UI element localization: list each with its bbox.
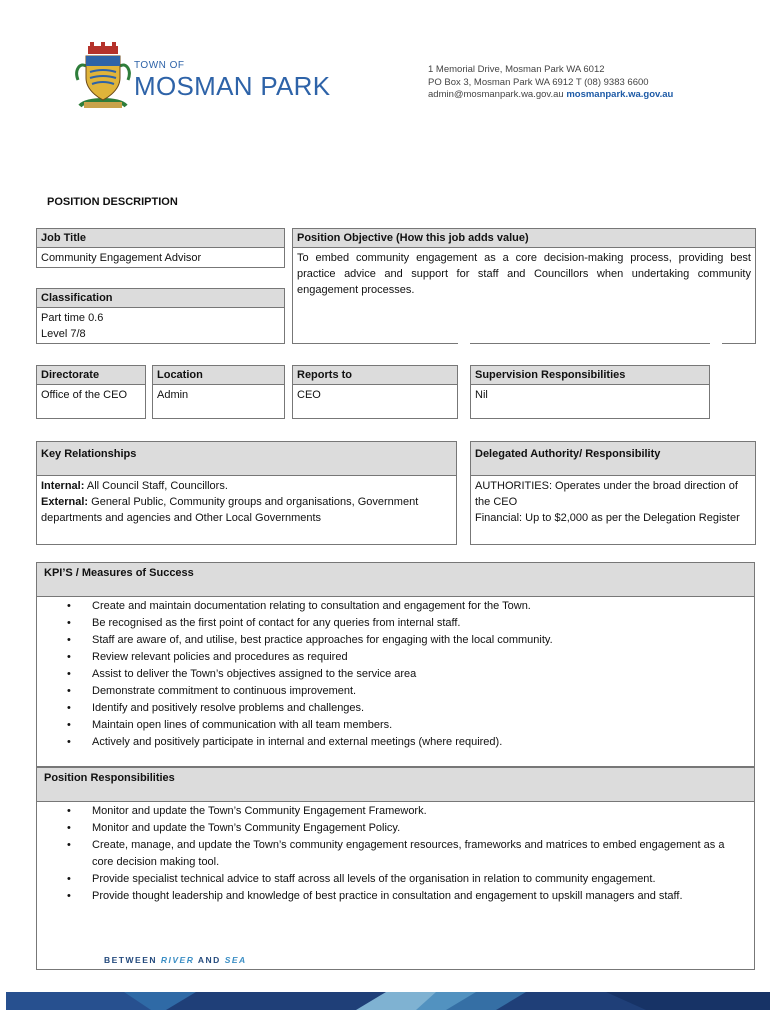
delegated-authority-box bbox=[470, 441, 756, 545]
footer-band bbox=[6, 992, 770, 1010]
responsibility-item: • Create, manage, and update the Town’s community engagement resources, frameworks and matrices to embed engagement as a core decision making tool. bbox=[37, 837, 742, 871]
footer-tagline bbox=[104, 955, 247, 965]
kpi-item: • Maintain open lines of communication with all team members. bbox=[37, 717, 754, 734]
responsibility-item: • Monitor and update the Town’s Community Engagement Framework. bbox=[37, 803, 742, 820]
town-crest-logo bbox=[72, 40, 134, 112]
directorate-label: Directorate bbox=[37, 366, 145, 385]
kpi-item: • Staff are aware of, and utilise, best practice approaches for engaging with the local community. bbox=[37, 632, 754, 649]
kpi-item: • Demonstrate commitment to continuous improvement. bbox=[37, 683, 754, 700]
classification-line-1: Part time 0.6 bbox=[41, 312, 104, 324]
delegated-line-1: AUTHORITIES: Operates under the broad direction of the CEO bbox=[475, 480, 738, 508]
key-relationships-label: Key Relationships bbox=[37, 442, 456, 476]
location-box bbox=[152, 365, 285, 419]
contact-block bbox=[428, 64, 673, 102]
location-label: Location bbox=[153, 366, 284, 385]
address-line-1: 1 Memorial Drive, Mosman Park WA 6012 bbox=[428, 64, 605, 75]
tagline-word: SEA bbox=[224, 955, 247, 965]
responsibility-item: • Provide thought leadership and knowledge of best practice in consultation and engagement to upskill managers and staff. bbox=[37, 888, 742, 905]
kpi-item: • Identify and positively resolve problems and challenges. bbox=[37, 700, 754, 717]
kpi-item: • Assist to deliver the Town’s objectives assigned to the service area bbox=[37, 666, 754, 683]
job-title-box bbox=[36, 228, 285, 268]
brand-prefix: TOWN OF bbox=[134, 60, 185, 71]
responsibilities-label: Position Responsibilities bbox=[37, 768, 754, 802]
objective-text: To embed community engagement as a core decision-making process, providing best practice advice and support for staff and Councillors when undertaking community engagement processes. bbox=[297, 252, 751, 296]
job-title-label: Job Title bbox=[37, 229, 284, 248]
objective-underline bbox=[722, 343, 756, 344]
external-label: External: bbox=[41, 496, 89, 508]
address-line-2: PO Box 3, Mosman Park WA 6912 T (08) 9383 6600 bbox=[428, 76, 649, 88]
objective-underline bbox=[292, 343, 458, 344]
kpi-item: • Be recognised as the first point of contact for any queries from internal staff. bbox=[37, 615, 754, 632]
supervision-value: Nil bbox=[475, 389, 488, 401]
brand-name: MOSMAN PARK bbox=[134, 71, 331, 101]
responsibility-item: • Monitor and update the Town’s Community Engagement Policy. bbox=[37, 820, 742, 837]
internal-label: Internal: bbox=[41, 480, 85, 492]
classification-line-2: Level 7/8 bbox=[41, 328, 86, 340]
delegated-label: Delegated Authority/ Responsibility bbox=[471, 442, 755, 476]
supervision-box bbox=[470, 365, 710, 419]
kpi-list bbox=[37, 597, 754, 751]
supervision-label: Supervision Responsibilities bbox=[471, 366, 709, 385]
tagline-word: BETWEEN bbox=[104, 955, 157, 965]
directorate-box bbox=[36, 365, 146, 419]
reports-to-box bbox=[292, 365, 458, 419]
kpi-item: • Actively and positively participate in internal and external meetings (where required). bbox=[37, 734, 754, 751]
kpi-item: • Create and maintain documentation relating to consultation and engagement for the Town. bbox=[37, 598, 754, 615]
objective-label: Position Objective (How this job adds value) bbox=[293, 229, 755, 248]
classification-box bbox=[36, 288, 285, 344]
tagline-word: RIVER bbox=[160, 955, 195, 965]
responsibility-item: • Provide specialist technical advice to staff across all levels of the organisation in relation to community engagement. bbox=[37, 871, 742, 888]
job-title-value: Community Engagement Advisor bbox=[41, 252, 202, 264]
objective-underline bbox=[470, 343, 710, 344]
classification-label: Classification bbox=[37, 289, 284, 308]
website-link[interactable]: mosmanpark.wa.gov.au bbox=[566, 89, 674, 100]
directorate-value: Office of the CEO bbox=[41, 389, 128, 401]
external-value: General Public, Community groups and organisations, Government departments and agencies and Other Local Governments bbox=[41, 496, 419, 524]
responsibilities-box bbox=[36, 767, 755, 970]
location-value: Admin bbox=[157, 389, 189, 401]
responsibilities-list bbox=[37, 802, 754, 905]
kpi-item: • Review relevant policies and procedures as required bbox=[37, 649, 754, 666]
position-objective-box bbox=[292, 228, 756, 344]
page-title: POSITION DESCRIPTION bbox=[47, 196, 178, 208]
kpi-box bbox=[36, 562, 755, 767]
tagline-word: AND bbox=[197, 955, 221, 965]
email-link[interactable]: admin@mosmanpark.wa.gov.au bbox=[428, 89, 564, 100]
delegated-line-2: Financial: Up to $2,000 as per the Delegation Register bbox=[475, 512, 740, 524]
internal-value: All Council Staff, Councillors. bbox=[86, 480, 228, 492]
reports-to-label: Reports to bbox=[293, 366, 457, 385]
kpi-label: KPI’S / Measures of Success bbox=[37, 563, 754, 597]
key-relationships-box bbox=[36, 441, 457, 545]
reports-to-value: CEO bbox=[297, 389, 321, 401]
